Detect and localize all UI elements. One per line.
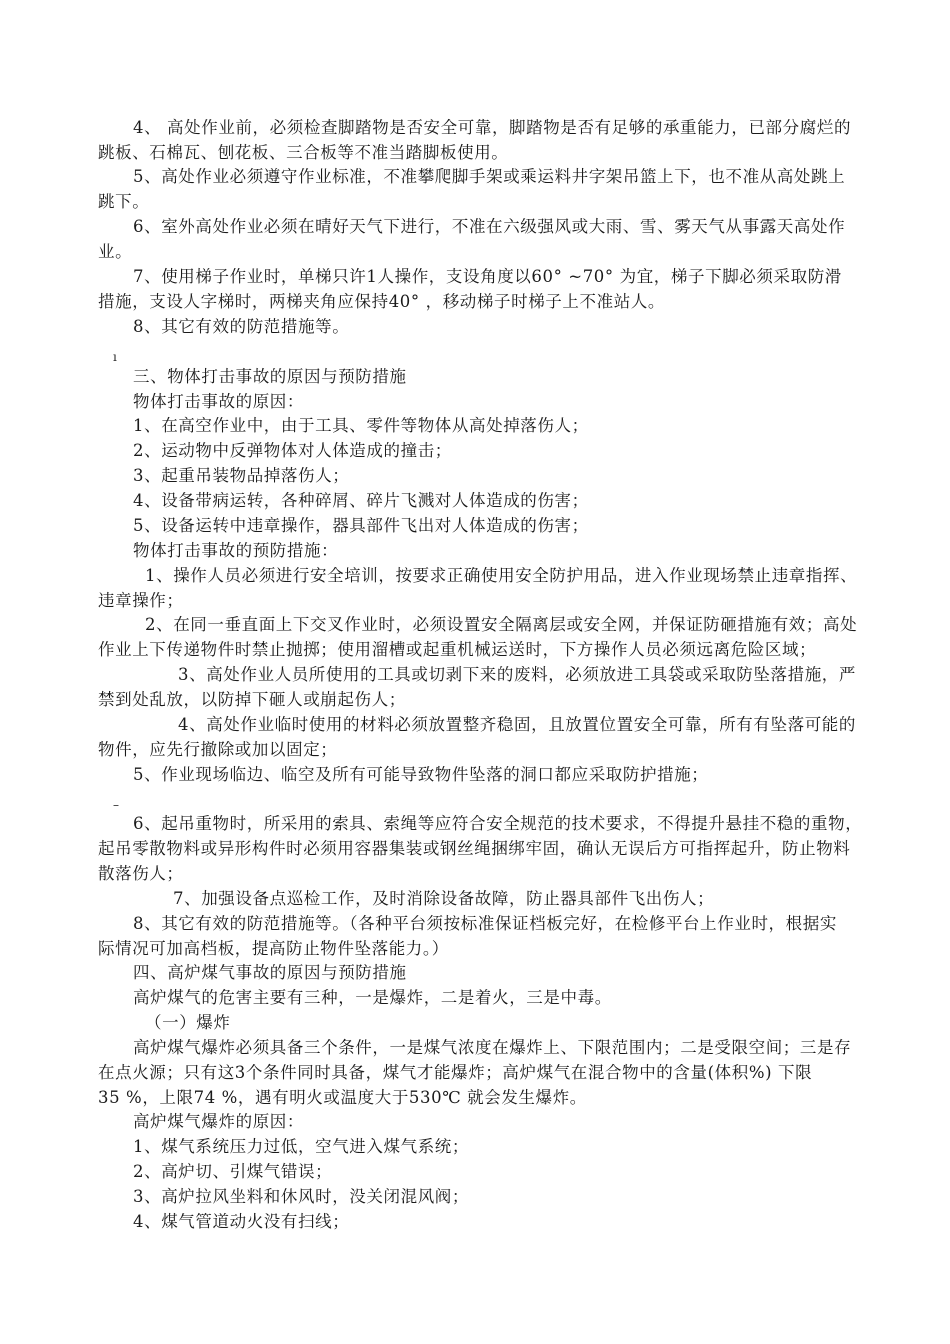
text-line: 5、设备运转中违章操作，器具部件飞出对人体造成的伤害； [133, 516, 589, 535]
text-line: 4、高处作业临时使用的材料必须放置整齐稳固，且放置位置安全可靠，所有有坠落可能的 [178, 715, 856, 734]
text-line: 作业上下传递物件时禁止抛掷；使用溜槽或起重机械运送时，下方操作人员必须远离危险区域； [98, 640, 817, 659]
text-line: 3、起重吊装物品掉落伤人； [133, 466, 350, 485]
section-heading: 三、物体打击事故的原因与预防措施 [133, 367, 407, 386]
text-line: 违章操作； [98, 591, 184, 610]
text-line: 际情况可加高档板，提高防止物件坠落能力。） [98, 939, 449, 958]
section-heading: 四、高炉煤气事故的原因与预防措施 [133, 963, 407, 982]
text-line: 6、室外高处作业必须在晴好天气下进行，不准在六级强风或大雨、雪、雾天气从事露天高处作 [133, 217, 846, 236]
text-line: 业。 [98, 242, 133, 261]
text-line: 散落伤人； [98, 864, 184, 883]
text-line: 4、 高处作业前，必须检查脚踏物是否安全可靠，脚踏物是否有足够的承重能力，已部分腐烂的 [133, 118, 852, 137]
text-line: 物体打击事故的预防措施： [133, 541, 339, 560]
text-line: 高炉煤气的危害主要有三种，一是爆炸，二是着火，三是中毒。 [133, 988, 612, 1007]
text-line: 1、煤气系统压力过低，空气进入煤气系统； [133, 1137, 469, 1156]
text-line: 跳板、石棉瓦、刨花板、三合板等不准当踏脚板使用。 [98, 143, 509, 162]
text-line: 3、高炉拉风坐料和休风时，没关闭混风阀； [133, 1187, 469, 1206]
text-line: 5、高处作业必须遵守作业标准，不准攀爬脚手架或乘运料井字架吊篮上下，也不准从高处跳上 [133, 167, 846, 186]
text-line: 8、其它有效的防范措施等。 [133, 317, 350, 336]
text-line: 在点火源；只有这3个条件同时具备，煤气才能爆炸；高炉煤气在混合物中的含量(体积%) 下限 [98, 1063, 813, 1082]
stray-mark: – [113, 798, 120, 812]
text-line: 跳下。 [98, 192, 150, 211]
text-line: 高炉煤气爆炸的原因： [133, 1112, 304, 1131]
text-line: 物件，应先行撤除或加以固定； [98, 740, 338, 759]
text-line: 禁到处乱放，以防掉下砸人或崩起伤人； [98, 690, 406, 709]
text-line: 2、在同一垂直面上下交叉作业时，必须设置安全隔离层或安全网，并保证防砸措施有效；高处 [145, 615, 858, 634]
text-line: 5、作业现场临边、临空及所有可能导致物件坠落的洞口都应采取防护措施； [133, 765, 709, 784]
text-line: 起吊零散物料或异形构件时必须用容器集装或钢丝绳捆绑牢固，确认无误后方可指挥起升，防止物料 [98, 839, 851, 858]
text-line: 6、起吊重物时，所采用的索具、索绳等应符合安全规范的技术要求，不得提升悬挂不稳的重物， [133, 814, 863, 833]
stray-mark: ı [113, 350, 118, 364]
text-line: 3、高处作业人员所使用的工具或切剥下来的废料，必须放进工具袋或采取防坠落措施，严 [178, 665, 856, 684]
text-line: 4、煤气管道动火没有扫线； [133, 1212, 350, 1231]
subsection-heading: （一）爆炸 [145, 1013, 231, 1032]
text-line: 2、高炉切、引煤气错误； [133, 1162, 333, 1181]
text-line: 2、运动物中反弹物体对人体造成的撞击； [133, 441, 452, 460]
text-line: 物体打击事故的原因： [133, 392, 304, 411]
text-line: 7、加强设备点巡检工作，及时消除设备故障，防止器具部件飞出伤人； [173, 889, 715, 908]
text-line: 1、操作人员必须进行安全培训，按要求正确使用安全防护用品，进入作业现场禁止违章指挥、 [145, 566, 858, 585]
text-line: 高炉煤气爆炸必须具备三个条件，一是煤气浓度在爆炸上、下限范围内；二是受限空间；三是存 [133, 1038, 852, 1057]
text-line: 4、设备带病运转，各种碎屑、碎片飞溅对人体造成的伤害； [133, 491, 589, 510]
text-line: 措施，支设人字梯时，两梯夹角应保持40° ，移动梯子时梯子上不准站人。 [98, 292, 665, 311]
text-line: 35 %，上限74 %，遇有明火或温度大于530℃ 就会发生爆炸。 [98, 1088, 587, 1107]
text-line: 8、其它有效的防范措施等。（各种平台须按标准保证档板完好，在检修平台上作业时，根据实 [133, 914, 837, 933]
text-line: 7、使用梯子作业时，单梯只许1人操作，支设角度以60° ~70° 为宜，梯子下脚必须采取防滑 [133, 267, 842, 286]
text-line: 1、在高空作业中，由于工具、零件等物体从高处掉落伤人； [133, 416, 589, 435]
